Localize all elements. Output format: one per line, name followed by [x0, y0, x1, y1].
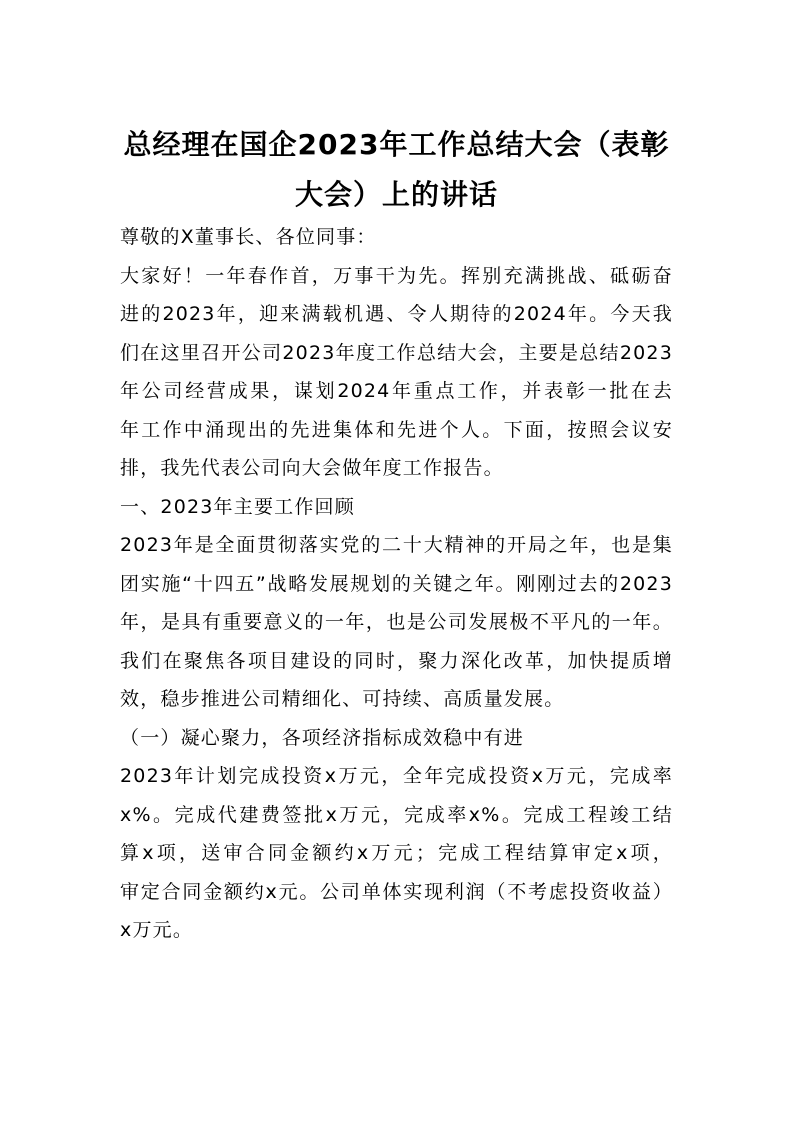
paragraph-opening — [120, 257, 673, 488]
paragraph-line: 排，我先代表公司向大会做年度工作报告。 — [120, 457, 504, 479]
salutation-text: 尊敬的X董事长、各位同事： — [120, 226, 377, 248]
paragraph-line: 2023年计划完成投资x万元，全年完成投资x万元，完成率 — [120, 765, 673, 787]
heading-text: （一）凝心聚力，各项经济指标成效稳中有进 — [120, 726, 525, 749]
title-line-1: 总经理在国企2023年工作总结大会（表彰 — [123, 128, 670, 161]
paragraph-indicators — [120, 757, 673, 950]
paragraph-line: 审定合同金额约x元。公司单体实现利润（不考虑投资收益） — [120, 880, 673, 903]
paragraph-line: 团实施“十四五”战略发展规划的关键之年。刚刚过去的2023 — [120, 572, 673, 595]
paragraph-line: x万元。 — [120, 919, 194, 941]
paragraph-line: 年公司经营成果，谋划2024年重点工作，并表彰一批在去 — [120, 380, 673, 402]
paragraph-line: 们在这里召开公司2023年度工作总结大会，主要是总结2023 — [120, 341, 673, 364]
paragraph-line: 我们在聚焦各项目建设的同时，聚力深化改革，加快提质增 — [120, 649, 673, 672]
paragraph-line: 算x项，送审合同金额约x万元；完成工程结算审定x项， — [120, 842, 673, 864]
document-body — [120, 218, 673, 950]
salutation — [120, 218, 673, 257]
section-heading-2 — [120, 719, 673, 758]
heading-text: 一、2023年主要工作回顾 — [120, 495, 355, 518]
paragraph-line: 2023年是全面贯彻落实党的二十大精神的开局之年，也是集 — [120, 534, 673, 556]
document-title — [110, 120, 683, 220]
paragraph-line: 效，稳步推进公司精细化、可持续、高质量发展。 — [120, 688, 565, 710]
paragraph-line: 年，是具有重要意义的一年，也是公司发展极不平凡的一年。 — [120, 611, 673, 633]
paragraph-line: 年工作中涌现出的先进集体和先进个人。下面，按照会议安 — [120, 418, 673, 441]
title-line-2: 大会）上的讲话 — [294, 178, 498, 211]
paragraph-line: x%。完成代建费签批x万元，完成率x%。完成工程竣工结 — [120, 803, 673, 826]
paragraph-line: 进的2023年，迎来满载机遇、令人期待的2024年。今天我 — [120, 303, 673, 325]
section-heading-1 — [120, 488, 673, 527]
paragraph-review — [120, 526, 673, 719]
paragraph-line: 大家好！一年春作首，万事干为先。挥别充满挑战、砥砺奋 — [120, 264, 673, 287]
